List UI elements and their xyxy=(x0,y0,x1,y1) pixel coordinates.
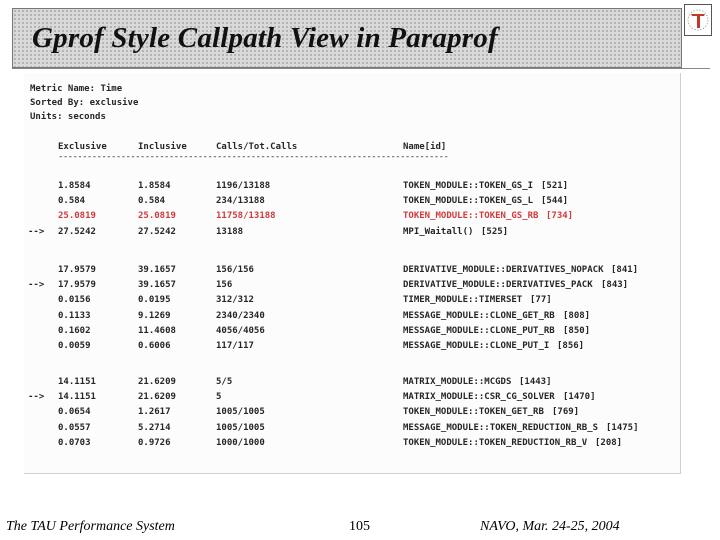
cell-exclusive: 25.0819 xyxy=(58,211,96,222)
cell-inclusive: 39.1657 xyxy=(138,280,176,291)
cell-calls: 156/156 xyxy=(216,265,254,275)
cell-inclusive: 1.2617 xyxy=(138,407,171,418)
cell-function-name: MESSAGE_MODULE::CLONE_PUT_I xyxy=(403,341,550,351)
cell-exclusive: 27.5242 xyxy=(58,226,96,237)
cell-function-id: [1443] xyxy=(519,377,552,387)
cell-inclusive: 39.1657 xyxy=(138,265,176,275)
cell-inclusive: 21.6209 xyxy=(138,392,176,403)
cell-function-name: TOKEN_MODULE::TOKEN_GS_L xyxy=(403,196,534,207)
current-function-marker: --> xyxy=(28,280,45,291)
cell-exclusive: 0.1133 xyxy=(58,310,91,321)
cell-inclusive: 9.1269 xyxy=(138,310,171,321)
cell-function-id: [856] xyxy=(557,341,585,351)
footer-presentation-name: The TAU Performance System xyxy=(6,519,175,534)
cell-exclusive: 1.8584 xyxy=(58,181,91,191)
cell-function-name: TIMER_MODULE::TIMERSET xyxy=(403,295,523,306)
cell-calls: 1196/13188 xyxy=(216,181,271,191)
cell-exclusive: 14.1151 xyxy=(58,392,96,403)
page-number: 105 xyxy=(349,519,370,534)
cell-function-id: [850] xyxy=(563,325,591,336)
cell-exclusive: 0.0654 xyxy=(58,407,91,418)
cell-exclusive: 0.0557 xyxy=(58,422,91,433)
cell-function-name: TOKEN_MODULE::TOKEN_GS_I xyxy=(403,181,534,191)
units-line: Units: seconds xyxy=(30,112,106,122)
cell-function-id: [734] xyxy=(546,211,574,222)
cell-function-name: MATRIX_MODULE::MCGDS xyxy=(403,377,512,387)
cell-function-name: MESSAGE_MODULE::CLONE_PUT_RB xyxy=(403,325,555,336)
cell-exclusive: 0.0059 xyxy=(58,341,91,351)
header-calls: Calls/Tot.Calls xyxy=(216,142,298,152)
cell-calls: 11758/13188 xyxy=(216,211,276,222)
current-function-marker: --> xyxy=(28,226,45,237)
title-divider xyxy=(12,68,710,69)
cell-calls: 1005/1005 xyxy=(216,422,265,433)
cell-exclusive: 17.9579 xyxy=(58,280,96,291)
separator-line: --------------------------------------------------------------------------------- xyxy=(58,152,449,162)
metric-name-line: Metric Name: Time xyxy=(30,84,123,94)
current-function-marker: --> xyxy=(28,392,45,403)
cell-function-name: DERIVATIVE_MODULE::DERIVATIVES_PACK xyxy=(403,280,593,291)
cell-calls: 5 xyxy=(216,392,222,403)
cell-calls: 2340/2340 xyxy=(216,310,265,321)
cell-inclusive: 1.8584 xyxy=(138,181,171,191)
slide-title: Gprof Style Callpath View in Paraprof xyxy=(32,22,498,54)
cell-function-name: TOKEN_MODULE::TOKEN_REDUCTION_RB_V xyxy=(403,437,588,448)
cell-calls: 156 xyxy=(216,280,233,291)
cell-inclusive: 0.6006 xyxy=(138,341,171,351)
sorted-by-line: Sorted By: exclusive xyxy=(30,98,139,108)
cell-function-name: TOKEN_MODULE::TOKEN_GET_RB xyxy=(403,407,544,418)
cell-function-name: MATRIX_MODULE::CSR_CG_SOLVER xyxy=(403,392,555,403)
cell-function-name: DERIVATIVE_MODULE::DERIVATIVES_NOPACK xyxy=(403,265,604,275)
cell-exclusive: 14.1151 xyxy=(58,377,96,387)
cell-inclusive: 25.0819 xyxy=(138,211,176,222)
header-name-id: Name[id] xyxy=(403,142,447,152)
cell-function-id: [521] xyxy=(541,181,569,191)
cell-calls: 1000/1000 xyxy=(216,437,265,448)
cell-calls: 5/5 xyxy=(216,377,233,387)
cell-function-name: MESSAGE_MODULE::TOKEN_REDUCTION_RB_S xyxy=(403,422,599,433)
cell-inclusive: 11.4608 xyxy=(138,325,176,336)
cell-function-name: TOKEN_MODULE::TOKEN_GS_RB xyxy=(403,211,539,222)
cell-function-id: [525] xyxy=(481,226,509,237)
footer-event-date: NAVO, Mar. 24-25, 2004 xyxy=(480,519,620,534)
cell-inclusive: 27.5242 xyxy=(138,226,176,237)
cell-function-name: MPI_Waitall() xyxy=(403,226,474,237)
cell-function-id: [1470] xyxy=(563,392,596,403)
cell-calls: 117/117 xyxy=(216,341,254,351)
cell-exclusive: 0.0156 xyxy=(58,295,91,306)
cell-function-id: [843] xyxy=(601,280,629,291)
cell-exclusive: 0.1602 xyxy=(58,325,91,336)
header-exclusive: Exclusive xyxy=(58,142,107,152)
tau-logo-icon xyxy=(684,4,712,36)
cell-inclusive: 0.584 xyxy=(138,196,166,207)
cell-calls: 1005/1005 xyxy=(216,407,265,418)
cell-inclusive: 0.0195 xyxy=(138,295,171,306)
cell-function-id: [208] xyxy=(595,437,623,448)
cell-function-id: [77] xyxy=(530,295,552,306)
cell-inclusive: 0.9726 xyxy=(138,437,171,448)
cell-inclusive: 5.2714 xyxy=(138,422,171,433)
cell-function-id: [808] xyxy=(563,310,591,321)
cell-function-id: [769] xyxy=(552,407,580,418)
cell-exclusive: 0.584 xyxy=(58,196,86,207)
cell-exclusive: 17.9579 xyxy=(58,265,96,275)
cell-calls: 234/13188 xyxy=(216,196,265,207)
cell-function-name: MESSAGE_MODULE::CLONE_GET_RB xyxy=(403,310,555,321)
cell-calls: 13188 xyxy=(216,226,244,237)
cell-function-id: [544] xyxy=(541,196,569,207)
cell-calls: 4056/4056 xyxy=(216,325,265,336)
cell-calls: 312/312 xyxy=(216,295,254,306)
header-inclusive: Inclusive xyxy=(138,142,187,152)
cell-function-id: [1475] xyxy=(606,422,639,433)
cell-exclusive: 0.0703 xyxy=(58,437,91,448)
cell-function-id: [841] xyxy=(611,265,639,275)
cell-inclusive: 21.6209 xyxy=(138,377,176,387)
